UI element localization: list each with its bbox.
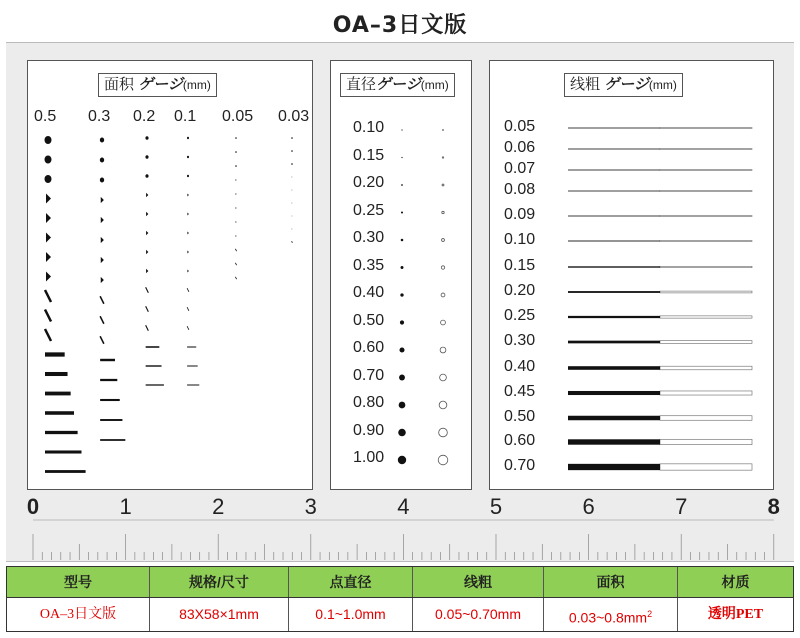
- area-title-kana: ゲージ: [138, 76, 183, 93]
- value-material: 透明PET: [707, 607, 764, 622]
- line-size-label: 0.40: [504, 358, 536, 375]
- ruler-number: 6: [582, 494, 595, 519]
- dot-size-label: 0.20: [353, 174, 385, 191]
- spec-table: [6, 566, 794, 632]
- ruler-number: 3: [304, 494, 317, 519]
- ruler-number: 4: [397, 494, 410, 519]
- area-column-label: 0.03: [278, 108, 310, 125]
- dot-title-kana: ゲージ: [376, 76, 421, 93]
- line-size-label: 0.30: [504, 332, 536, 349]
- dot-size-label: 0.15: [353, 146, 385, 164]
- line-size-label: 0.10: [504, 231, 536, 248]
- ruler-number: 8: [767, 494, 780, 519]
- ruler-number: 1: [119, 494, 132, 519]
- line-title-unit: (mm): [648, 78, 677, 92]
- header-model: 型号: [7, 567, 150, 597]
- header-dot-diameter: 点直径: [289, 567, 413, 597]
- spec-table-header: [7, 567, 793, 598]
- dot-size-label: 0.10: [353, 119, 385, 136]
- dot-size-label: 0.30: [353, 229, 385, 246]
- line-size-label: 0.25: [504, 307, 536, 324]
- dot-size-label: 1.00: [353, 449, 385, 466]
- dot-size-label: 0.25: [353, 201, 385, 219]
- value-area-text: 0.03~0.8mm: [568, 609, 648, 626]
- value-area-sup: 2: [647, 609, 653, 619]
- line-size-label: 0.60: [504, 432, 536, 449]
- line-size-label: 0.09: [504, 206, 536, 223]
- line-size-label: 0.05: [504, 118, 536, 135]
- value-area: [544, 598, 678, 631]
- ruler-number: 7: [675, 494, 688, 519]
- area-column-label: 0.1: [174, 108, 197, 125]
- line-size-label: 0.70: [504, 457, 536, 474]
- area-column-label: 0.3: [88, 108, 111, 125]
- value-dot-diameter: 0.1~1.0mm: [289, 598, 413, 631]
- header-area: 面积: [544, 567, 678, 597]
- area-column-label: 0.5: [34, 108, 57, 125]
- header-material: 材质: [721, 574, 750, 590]
- header-dimension: 规格/尺寸: [150, 567, 289, 597]
- area-title-unit: (mm): [182, 78, 211, 92]
- area-column-label: 0.2: [133, 108, 156, 125]
- ruler-number: 5: [489, 494, 503, 519]
- dot-size-label: 0.50: [353, 311, 385, 329]
- line-size-label: 0.07: [504, 160, 536, 177]
- page-title: OA–3日文版: [332, 13, 468, 38]
- dot-size-label: 0.40: [353, 284, 385, 301]
- line-title-text: 线粗: [570, 76, 601, 93]
- spec-table-row: [7, 598, 793, 631]
- line-size-label: 0.45: [504, 383, 536, 400]
- line-title-kana: ゲージ: [604, 76, 649, 93]
- line-size-label: 0.08: [504, 181, 536, 198]
- line-size-label: 0.50: [504, 408, 536, 425]
- dot-title-text: 直径: [346, 76, 377, 93]
- line-size-label: 0.15: [504, 257, 536, 274]
- ruler-number: 0: [26, 494, 40, 519]
- ruler-number: 2: [212, 494, 225, 519]
- dot-title-unit: (mm): [420, 78, 449, 92]
- header-line-width: 线粗: [413, 567, 544, 597]
- line-size-label: 0.20: [504, 282, 536, 299]
- value-dimension: 83X58×1mm: [150, 598, 289, 631]
- dot-size-label: 0.35: [353, 256, 385, 274]
- area-title-text: 面积: [104, 76, 135, 93]
- area-column-label: 0.05: [222, 108, 254, 125]
- value-model: OA–3日文版: [7, 598, 150, 631]
- dot-size-label: 0.80: [353, 394, 385, 411]
- dot-size-label: 0.90: [353, 421, 385, 439]
- dot-size-label: 0.70: [353, 366, 385, 384]
- line-size-label: 0.06: [504, 139, 536, 156]
- value-line-width: 0.05~0.70mm: [413, 598, 544, 631]
- dot-size-label: 0.60: [353, 339, 385, 356]
